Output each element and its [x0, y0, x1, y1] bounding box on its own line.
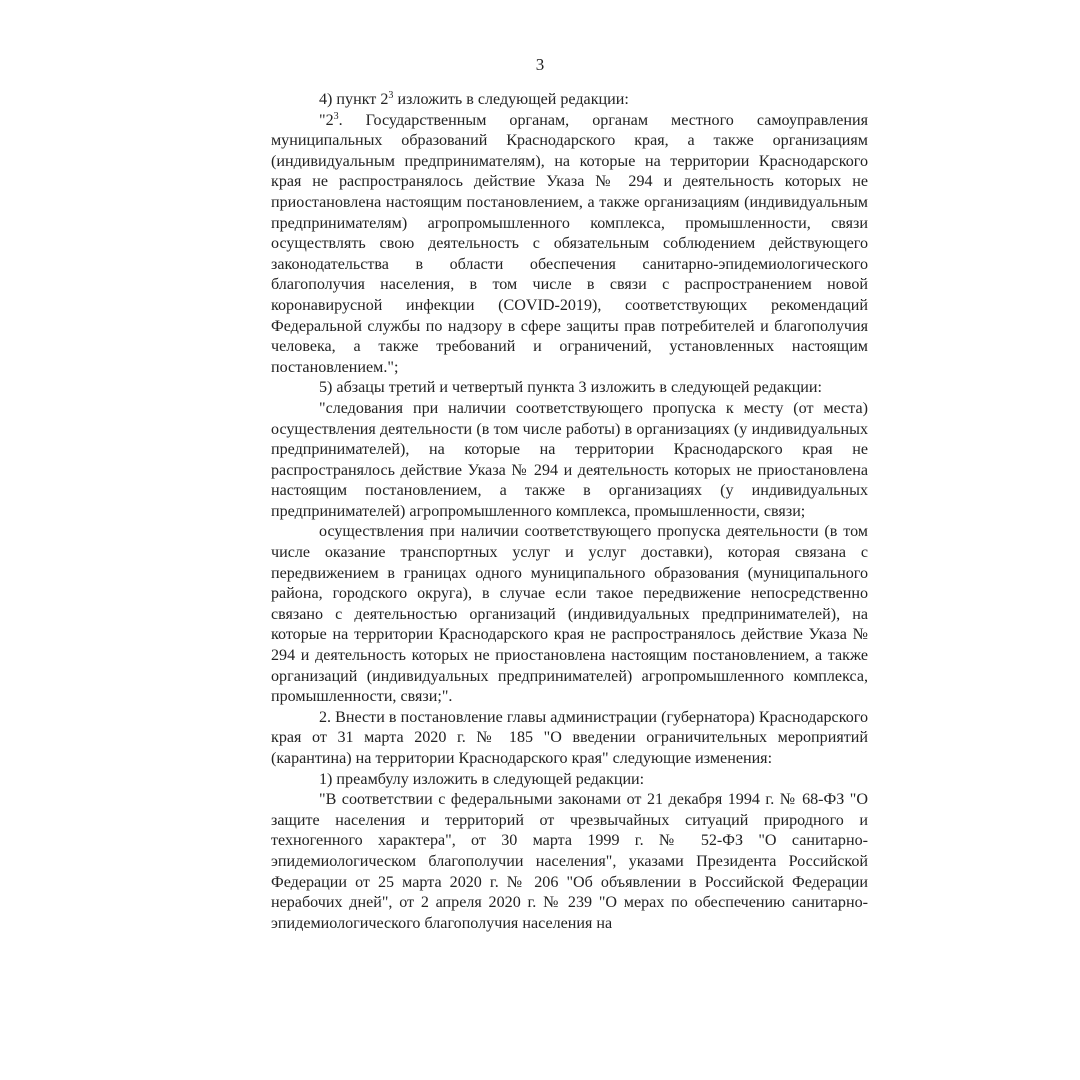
document-body [271, 90, 868, 934]
paragraph-activity: осуществления при наличии соответствующего пропуска деятельности (в том числе оказание транспортных услуг и услуг доставки), которая связана с передвижением в границах одного муниципального образования (муниципального района, городского округа), в случае если такое передвижение непосредственно связано с деятельностью организаций (индивидуальных предпринимателей), на которые на территории Краснодарского края не распространялось действие Указа № 294 и деятельность которых не приостановлена настоящим постановлением, а также организаций (индивидуальных предпринимателей) агропромышленного комплекса, промышленности, связи;". [271, 523, 868, 706]
paragraph-preamble: "В соответствии с федеральными законами от 21 декабря 1994 г. № 68-ФЗ "О защите населения и территорий от чрезвычайных ситуаций природного и техногенного характера", от 30 марта 1999 г. № 52-ФЗ "О санитарно-эпидемиологическом благополучии населения", указами Президента Российской Федерации от 25 марта 2020 г. № 206 "Об объявлении в Российской Федерации нерабочих дней", от 2 апреля 2020 г. № 239 "О мерах по обеспечению санитарно-эпидемиологического благополучия населения на [271, 791, 868, 932]
paragraph-point-2-3: "$2^3$. Государственным органам, органам местного самоуправления муниципальных образований Краснодарского края, а также организациям (индивидуальным предпринимателям), на которые на территории Краснодарского края не распространялось действие Указа № 294 и деятельность которых не приостановлена настоящим постановлением, а также организациям (индивидуальным предпринимателям) агропромышленного комплекса, промышленности, связи осуществлять свою деятельность с обязательным соблюдением действующего законодательства в области обеспечения санитарно-эпидемиологического благополучия населения, в том числе в связи с распространением новой коронавирусной инфекции (COVID-2019), соответствующих рекомендаций Федеральной службы по надзору в сфере защиты прав потребителей и благополучия человека, а также требований и ограничений, установленных настоящим постановлением."; [271, 110, 868, 376]
paragraph-item-4: 4) пункт $2^3$ изложить в следующей редакции: [319, 90, 629, 108]
paragraph-section-2: 2. Внести в постановление главы администрации (губернатора) Краснодарского края от 31 марта 2020 г. № 185 "О введении ограничительных мероприятий (карантина) на территории Краснодарского края" следующие изменения: [271, 708, 868, 767]
paragraph-item-5: 5) абзацы третий и четвертый пункта 3 изложить в следующей редакции: [319, 379, 823, 397]
paragraph-following: "следования при наличии соответствующего пропуска к месту (от места) осуществления деятельности (в том числе работы) в организациях (у индивидуальных предпринимателей), на которые на территории Краснодарского края не распространялось действие Указа № 294 и деятельность которых не приостановлена настоящим постановлением, а также в организациях (у индивидуальных предпринимателей) агропромышленного комплекса, промышленности, связи; [271, 399, 868, 520]
paragraph-item-1: 1) преамбулу изложить в следующей редакции: [319, 770, 645, 788]
page-number: 3 [535, 55, 545, 74]
